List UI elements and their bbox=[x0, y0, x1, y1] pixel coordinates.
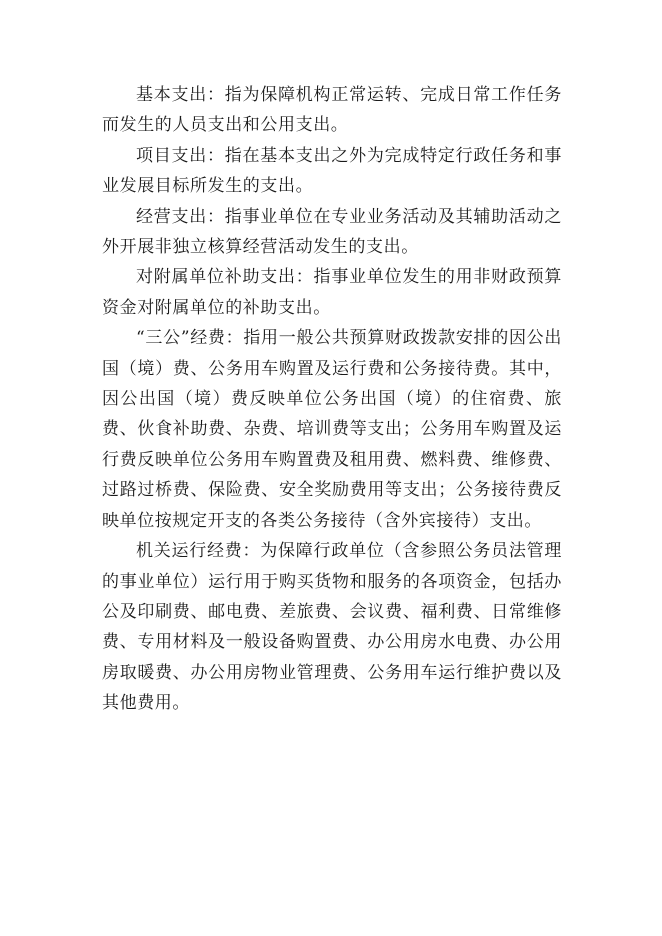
paragraph-subsidiary-subsidy: 对附属单位补助支出：指事业单位发生的用非财政预算资金对附属单位的补助支出。 bbox=[102, 267, 562, 318]
paragraph-operating-expenditure: 经营支出：指事业单位在专业业务活动及其辅助活动之外开展非独立核算经营活动发生的支出。 bbox=[102, 206, 562, 258]
paragraph-basic-expenditure: 基本支出：指为保障机构正常运转、完成日常工作任务而发生的人员支出和公用支出。 bbox=[102, 85, 562, 136]
paragraph-agency-operating-funds: 机关运行经费：为保障行政单位（含参照公务员法管理的事业单位）运行用于购买货物和服务的各项资金，包括办公及印刷费、邮电费、差旅费、会议费、福利费、日常维修费、专用材料及一般设备购置费、办公用房水电费、办公用房取暖费、办公用房物业管理费、公务用车运行维护费以及其他费用。 bbox=[102, 541, 562, 714]
document-body bbox=[102, 80, 562, 719]
paragraph-three-public-funds: “三公”经费：指用一般公共预算财政拨款安排的因公出国（境）费、公务用车购置及运行费和公务接待费。其中，因公出国（境）费反映单位公务出国（境）的住宿费、旅费、伙食补助费、杂费、培训费等支出；公务用车购置及运行费反映单位公务用车购置费及租用费、燃料费、维修费、过路过桥费、保险费、安全奖励费用等支出；公务接待费反映单位按规定开支的各类公务接待（含外宾接待）支出。 bbox=[102, 328, 562, 531]
paragraph-project-expenditure: 项目支出：指在基本支出之外为完成特定行政任务和事业发展目标所发生的支出。 bbox=[102, 145, 562, 197]
